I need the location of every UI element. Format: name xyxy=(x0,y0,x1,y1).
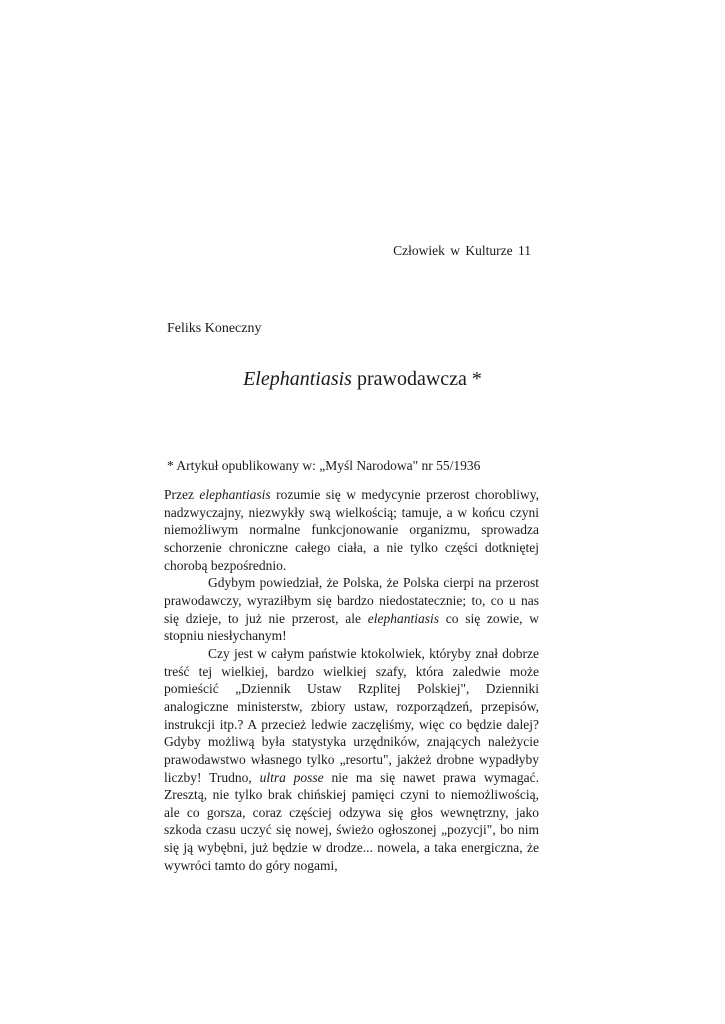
text-run: Czy jest w całym państwie ktokolwiek, któryby znał dobrze treść tej wielkiej, bardzo wielkiej szafy, która zaledwie może pomieścić „Dziennik Ustaw Rzplitej Polskiej", Dzienniki analogiczne ministerstw, zbiory ustaw, rozporządzeń, przepisów, instrukcji itp.? A przecież ledwie zaczęliśmy, więc co będzie dalej? Gdyby możliwą była statystyka urzędników, znających należycie prawodawstwo własnego tylko „resortu", jakżeż drobne wypadłyby liczby! Trudno, xyxy=(164,645,539,785)
text-run: co się zowie, w stopniu niesłychanym! xyxy=(164,610,539,644)
paragraph xyxy=(164,486,539,574)
article-title xyxy=(0,368,725,391)
title-rest: prawodawcza * xyxy=(351,368,482,390)
paragraph xyxy=(164,574,539,645)
italic-term: elephantiasis xyxy=(199,487,271,502)
title-italic-part: Elephantiasis xyxy=(243,368,352,390)
author-name: Feliks Koneczny xyxy=(167,321,262,336)
running-head: Człowiek w Kulturze 11 xyxy=(393,243,531,258)
text-run: Gdybym powiedział, że Polska, że Polska cierpi na przerost prawodawczy, wyraziłbym się bardzo niedostatecznie; to, co u nas się dzieje, to już nie przerost, ale xyxy=(164,575,539,626)
italic-term: ultra posse xyxy=(259,769,324,785)
italic-term: elephantiasis xyxy=(367,610,439,626)
text-run: nie ma się nawet prawa wymagać. Zresztą, nie tylko brak chińskiej pamięci czyni to niemożliwością, ale co gorsza, coraz częściej odzywa się głos wewnętrzny, jako szkoda czasu uczyć się nowej, świeżo ogłoszonej „pozycji", bo nim się ją wybębni, już będzie w drodze... nowela, a taka energiczna, że wywróci tamto do góry nogami, xyxy=(164,769,539,873)
paragraph xyxy=(164,645,539,875)
footnote: * Artykuł opublikowany w: „Myśl Narodowa" nr 55/1936 xyxy=(167,458,481,473)
text-run: rozumie się w medycynie przerost chorobliwy, nadzwyczajny, niezwykły swą wielkością; tamuje, a w końcu czyni niemożliwym normalne funkcjonowanie organizmu, sprowadza schorzenie chroniczne całego ciała, a nie tylko części dotkniętej chorobą bezpośrednio. xyxy=(164,487,539,573)
text-run: Przez xyxy=(164,487,200,502)
article-body xyxy=(164,486,539,874)
